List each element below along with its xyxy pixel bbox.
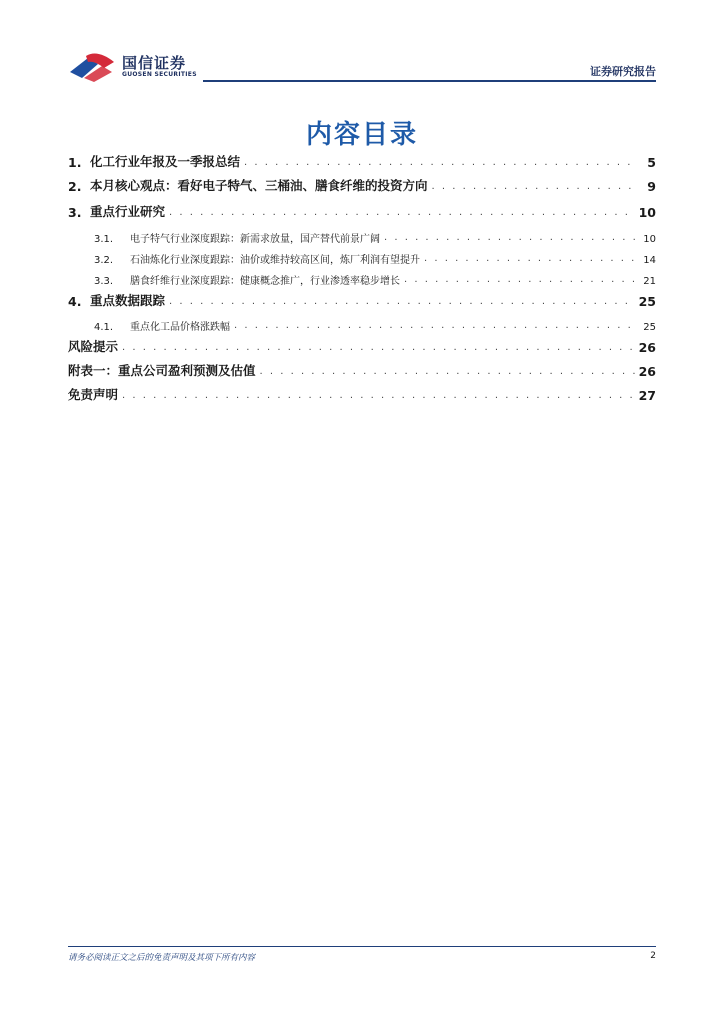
- toc-leader-dots: [234, 322, 638, 330]
- toc-entry[interactable]: [68, 385, 656, 403]
- footer-divider: [68, 946, 656, 947]
- toc-entry[interactable]: [68, 176, 656, 194]
- logo-text-cn: 国信证券: [122, 54, 187, 72]
- toc-leader-dots: [169, 298, 635, 306]
- toc-entry[interactable]: [68, 202, 656, 220]
- toc-entry-page: 27: [638, 388, 656, 403]
- guosen-logo: [68, 50, 208, 84]
- toc-leader-dots: [122, 344, 635, 352]
- toc-entry-page: 25: [643, 322, 656, 333]
- toc-leader-dots: [404, 276, 638, 284]
- toc-entry[interactable]: [68, 248, 656, 266]
- toc-entry-page: 5: [647, 155, 656, 170]
- toc-entry-number: 4.: [68, 294, 82, 309]
- toc-entry[interactable]: [68, 337, 656, 355]
- toc-entry-page: 21: [643, 276, 656, 287]
- toc-leader-dots: [169, 209, 635, 217]
- header-divider: [203, 80, 656, 82]
- toc-leader-dots: [122, 392, 635, 400]
- toc-entry[interactable]: [68, 291, 656, 309]
- toc-leader-dots: [424, 255, 638, 263]
- toc-entry-title: 膳食纤维行业深度跟踪：健康概念推广，行业渗透率稳步增长: [130, 276, 400, 287]
- toc-entry[interactable]: [68, 269, 656, 287]
- guosen-logo-icon: [68, 52, 118, 82]
- logo-text-en: GUOSEN SECURITIES: [122, 71, 197, 78]
- toc-entry-title: 风险提示: [68, 339, 119, 354]
- toc-entry[interactable]: [68, 361, 656, 379]
- toc-entry-number: 3.3.: [94, 276, 114, 287]
- toc-entry-number: 3.1.: [94, 234, 114, 245]
- toc-entry-title: 重点化工品价格涨跌幅: [130, 322, 230, 333]
- toc-entry-page: 26: [638, 340, 656, 355]
- toc-title: 内容目录: [305, 120, 418, 150]
- toc-entry-title: 重点数据跟踪: [90, 293, 166, 308]
- toc-entry-page: 9: [647, 179, 656, 194]
- toc-leader-dots: [384, 234, 638, 242]
- toc-entry-page: 10: [643, 234, 656, 245]
- toc-entry-number: 1.: [68, 155, 82, 170]
- toc-leader-dots: [432, 183, 638, 191]
- page-number: 2: [650, 951, 656, 961]
- toc-entry-title: 石油炼化行业深度跟踪：油价或维持较高区间，炼厂利润有望提升: [130, 255, 420, 266]
- toc-entry-number: 4.1.: [94, 322, 114, 333]
- toc-entry-title: 重点行业研究: [90, 204, 166, 219]
- page-header: [68, 50, 656, 86]
- footer-disclaimer-note: 请务必阅读正文之后的免责声明及其项下所有内容: [68, 953, 256, 963]
- toc-entry-title: 化工行业年报及一季报总结: [90, 154, 241, 169]
- toc-entry[interactable]: [68, 227, 656, 245]
- report-type-label: 证券研究报告: [590, 65, 656, 78]
- toc-entry-page: 10: [638, 205, 656, 220]
- toc-entry-number: 3.2.: [94, 255, 114, 266]
- toc-entry[interactable]: [68, 315, 656, 333]
- toc-leader-dots: [260, 368, 635, 376]
- toc-entry-title: 电子特气行业深度跟踪：新需求放量，国产替代前景广阔: [130, 234, 380, 245]
- toc-entry-title: 免责声明: [68, 387, 119, 402]
- toc-leader-dots: [244, 159, 638, 167]
- toc-entry-title: 本月核心观点：看好电子特气、三桶油、膳食纤维的投资方向: [90, 178, 428, 193]
- toc-entry-page: 14: [643, 255, 656, 266]
- toc-entry[interactable]: [68, 152, 656, 170]
- toc-entry-title: 附表一：重点公司盈利预测及估值: [68, 363, 256, 378]
- toc-entry-number: 3.: [68, 205, 82, 220]
- toc-entry-number: 2.: [68, 179, 82, 194]
- toc-entry-page: 25: [638, 294, 656, 309]
- toc-entry-page: 26: [638, 364, 656, 379]
